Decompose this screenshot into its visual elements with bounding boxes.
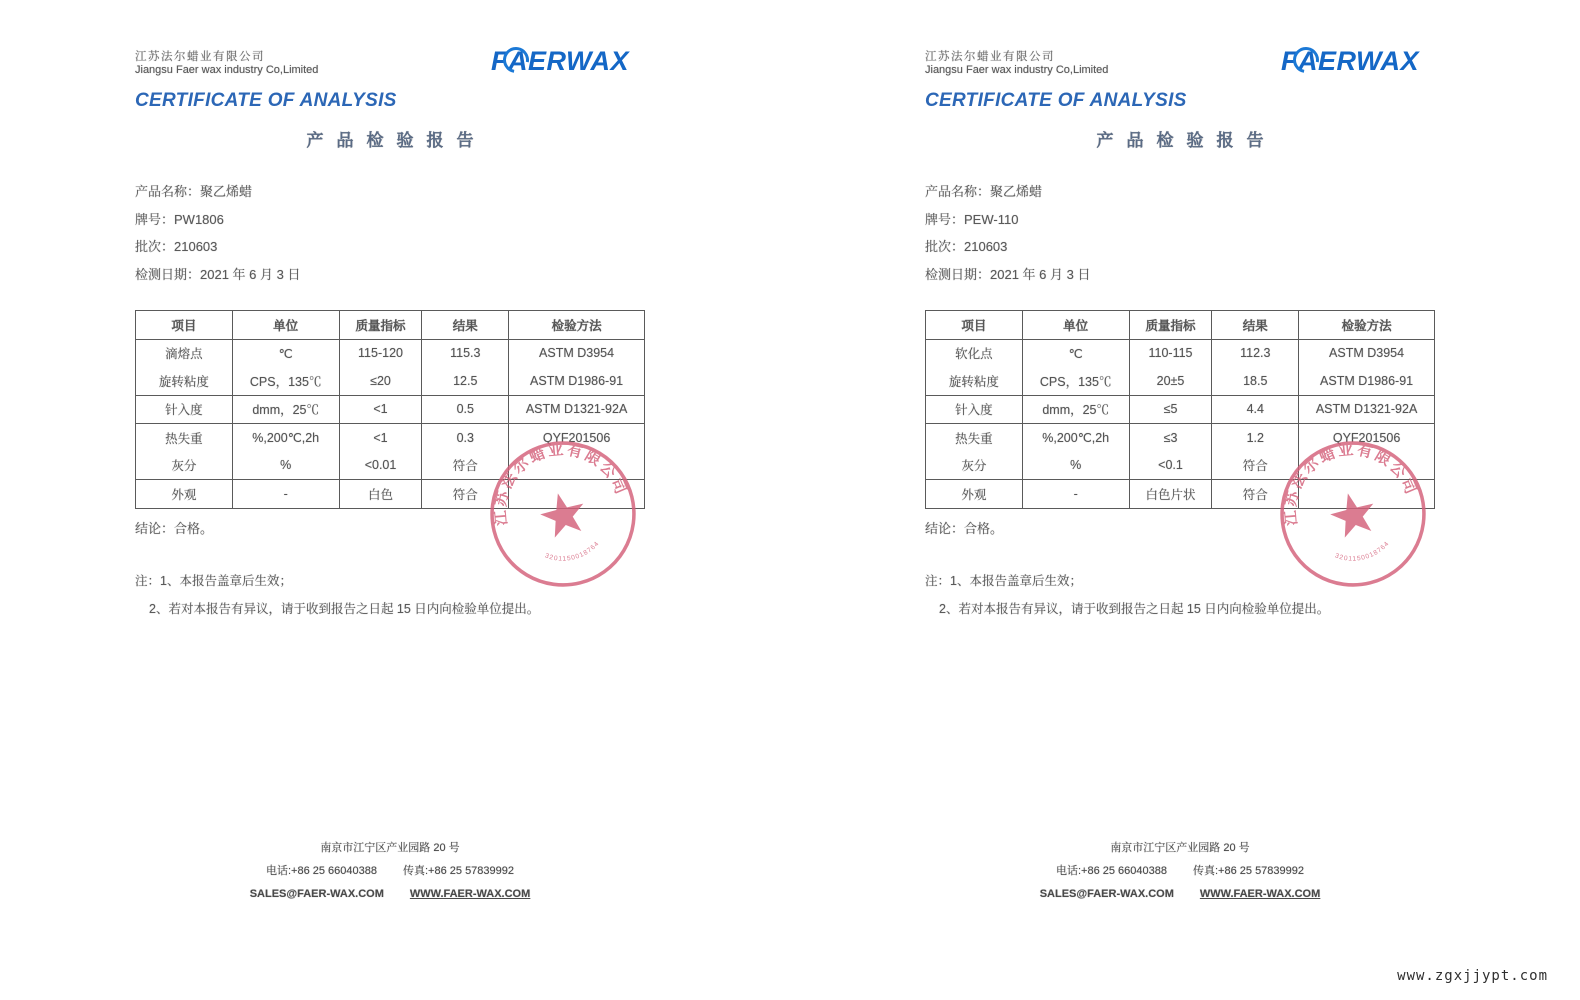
column-header: 检验方法: [509, 311, 645, 340]
footer-web-line: [135, 883, 645, 906]
table-row: [926, 367, 1435, 395]
certificate-title-en: CERTIFICATE OF ANALYSIS: [135, 90, 397, 111]
table-cell: 软化点: [955, 347, 993, 362]
table-cell: dmm，25℃: [1022, 395, 1129, 424]
table-cell: <0.1: [1129, 452, 1212, 480]
column-header: 质量指标: [339, 311, 422, 340]
seal-company-text: 江苏法尔蜡业有限公司: [1282, 441, 1420, 527]
table-cell: ≤5: [1129, 395, 1212, 424]
table-header-row: [926, 311, 1435, 340]
footer-block: [135, 837, 645, 906]
certificate-title-cn: 产品检验报告: [306, 131, 487, 150]
site-watermark: www.zgxjjypt.com: [1397, 968, 1548, 984]
note-line-2: 2、若对本报告有异议，请于收到报告之日起 15 日内向检验单位提出。: [149, 602, 540, 616]
table-cell: 旋转粘度: [948, 374, 999, 389]
table-cell: 旋转粘度: [158, 374, 209, 389]
field-grade: 牌号：PW1806: [135, 211, 224, 227]
footer-phone: 电话:+86 25 66040388: [265, 865, 377, 877]
table-cell: 白色片状: [1129, 480, 1212, 509]
logo-letter-a-swirl-icon: A: [507, 46, 528, 76]
table-cell: ASTM D3954: [1299, 339, 1435, 367]
table-cell: 20±5: [1129, 367, 1212, 395]
company-name-cn: 江苏法尔蜡业有限公司: [925, 51, 1055, 63]
svg-text:3201150018764: [543, 539, 604, 568]
table-cell: dmm，25℃: [232, 395, 339, 424]
table-cell: QYF201506: [509, 424, 645, 452]
logo-letter-a-swirl-icon: A: [1297, 46, 1318, 76]
footer-email: SALES@FAER-WAX.COM: [1039, 888, 1174, 900]
column-header: 质量指标: [1129, 311, 1212, 340]
table-cell: 符合: [1212, 452, 1299, 480]
table-cell: ASTM D3954: [509, 339, 645, 367]
table-cell: 符合: [422, 452, 509, 480]
table-cell: 4.4: [1212, 395, 1299, 424]
table-cell: 0.5: [422, 395, 509, 424]
footer-contact-line: [135, 860, 645, 883]
seal-company-text: 江苏法尔蜡业有限公司: [492, 441, 630, 527]
column-header: 单位: [232, 311, 339, 340]
table-cell: %: [1022, 452, 1129, 480]
table-cell: 115.3: [422, 339, 509, 367]
column-header: 结果: [1212, 311, 1299, 340]
table-cell: 110-115: [1129, 339, 1212, 367]
footer-phone: 电话:+86 25 66040388: [1055, 865, 1167, 877]
conclusion-text: 结论：合格。: [135, 521, 214, 536]
footer-address: 南京市江宁区产业园路 20 号: [1110, 842, 1250, 854]
seal-serial-number: 3201150018764: [543, 540, 601, 563]
table-cell: 外观: [171, 487, 197, 502]
table-cell: ASTM D1321-92A: [509, 395, 645, 424]
logo-letter-f: F: [490, 46, 508, 76]
table-cell: 滴熔点: [165, 347, 203, 362]
table-row: [926, 395, 1435, 424]
table-cell: 灰分: [171, 459, 197, 474]
table-cell: 针入度: [955, 403, 993, 418]
table-row: [136, 395, 645, 424]
logo-letters-rest: ERWAX: [527, 46, 629, 76]
table-cell: 热失重: [165, 431, 203, 446]
table-cell: 针入度: [165, 403, 203, 418]
table-cell: ℃: [232, 339, 339, 367]
table-cell: QYF201506: [1299, 424, 1435, 452]
table-cell: 1.2: [1212, 424, 1299, 452]
note-line-2: 2、若对本报告有异议，请于收到报告之日起 15 日内向检验单位提出。: [939, 602, 1330, 616]
conclusion-text: 结论：合格。: [925, 521, 1004, 536]
table-cell: <1: [339, 395, 422, 424]
table-cell: 灰分: [961, 459, 987, 474]
field-product-name: 产品名称：聚乙烯蜡: [135, 184, 253, 199]
logo-letters-rest: ERWAX: [1317, 46, 1419, 76]
seal-star-icon: [536, 488, 589, 540]
footer-contact-line: [925, 860, 1435, 883]
table-cell: CPS，135℃: [232, 367, 339, 395]
certificate-title-cn: 产品检验报告: [1096, 131, 1277, 150]
certificate-document-left: [135, 40, 645, 960]
column-header: 单位: [1022, 311, 1129, 340]
seal-serial-number: 3201150018764: [1333, 540, 1391, 563]
footer-fax: 传真:+86 25 57839992: [403, 865, 515, 877]
table-header-row: [136, 311, 645, 340]
table-cell: 符合: [422, 480, 509, 509]
table-cell: 白色: [339, 480, 422, 509]
company-name-en: Jiangsu Faer wax industry Co,Limited: [925, 64, 1109, 76]
table-cell: ASTM D1986-91: [509, 367, 645, 395]
table-cell: <1: [339, 424, 422, 452]
column-header: 结果: [422, 311, 509, 340]
table-cell: 外观: [961, 487, 987, 502]
footer-website: WWW.FAER-WAX.COM: [1199, 888, 1321, 900]
table-cell: 符合: [1212, 480, 1299, 509]
table-cell: ≤3: [1129, 424, 1212, 452]
table-cell: %,200℃,2h: [232, 424, 339, 452]
product-info-block: [135, 178, 300, 288]
column-header: 项目: [961, 318, 987, 333]
table-cell: 0.3: [422, 424, 509, 452]
column-header: 检验方法: [1299, 311, 1435, 340]
certificate-document-right: [925, 40, 1435, 960]
company-name-cn: 江苏法尔蜡业有限公司: [135, 51, 265, 63]
field-batch: 批次：210603: [925, 239, 1008, 254]
table-cell: -: [232, 480, 339, 509]
field-test-date: 检测日期：2021 年 6 月 3 日: [135, 266, 301, 282]
company-name-en: Jiangsu Faer wax industry Co,Limited: [135, 64, 319, 76]
footer-website: WWW.FAER-WAX.COM: [409, 888, 531, 900]
footer-address: 南京市江宁区产业园路 20 号: [320, 842, 460, 854]
table-cell: ≤20: [339, 367, 422, 395]
table-cell: 12.5: [422, 367, 509, 395]
seal-star-icon: [1326, 488, 1379, 540]
table-cell: 热失重: [955, 431, 993, 446]
faerwax-logo: [1281, 46, 1419, 77]
table-cell: %,200℃,2h: [1022, 424, 1129, 452]
footer-web-line: [925, 883, 1435, 906]
table-cell: 115-120: [339, 339, 422, 367]
faerwax-logo: [491, 46, 629, 77]
column-header: 项目: [171, 318, 197, 333]
note-line-1: 注：1、本报告盖章后生效；: [925, 574, 1082, 588]
table-cell: 112.3: [1212, 339, 1299, 367]
field-test-date: 检测日期：2021 年 6 月 3 日: [925, 266, 1091, 282]
logo-letter-f: F: [1280, 46, 1298, 76]
table-cell: <0.01: [339, 452, 422, 480]
footer-block: [925, 837, 1435, 906]
table-row: [136, 367, 645, 395]
footer-email: SALES@FAER-WAX.COM: [249, 888, 384, 900]
table-cell: %: [232, 452, 339, 480]
notes-block: [135, 567, 539, 623]
field-batch: 批次：210603: [135, 239, 218, 254]
table-cell: -: [1022, 480, 1129, 509]
notes-block: [925, 567, 1329, 623]
table-row: [136, 339, 645, 367]
table-cell: 18.5: [1212, 367, 1299, 395]
table-row: [926, 339, 1435, 367]
certificate-title-en: CERTIFICATE OF ANALYSIS: [925, 90, 1187, 111]
field-grade: 牌号：PEW-110: [925, 211, 1019, 227]
product-info-block: [925, 178, 1090, 288]
table-cell: CPS，135℃: [1022, 367, 1129, 395]
footer-fax: 传真:+86 25 57839992: [1193, 865, 1305, 877]
table-cell: ASTM D1986-91: [1299, 367, 1435, 395]
note-line-1: 注：1、本报告盖章后生效；: [135, 574, 292, 588]
table-cell: ℃: [1022, 339, 1129, 367]
table-cell: ASTM D1321-92A: [1299, 395, 1435, 424]
svg-text:3201150018764: [1333, 539, 1394, 568]
field-product-name: 产品名称：聚乙烯蜡: [925, 184, 1043, 199]
